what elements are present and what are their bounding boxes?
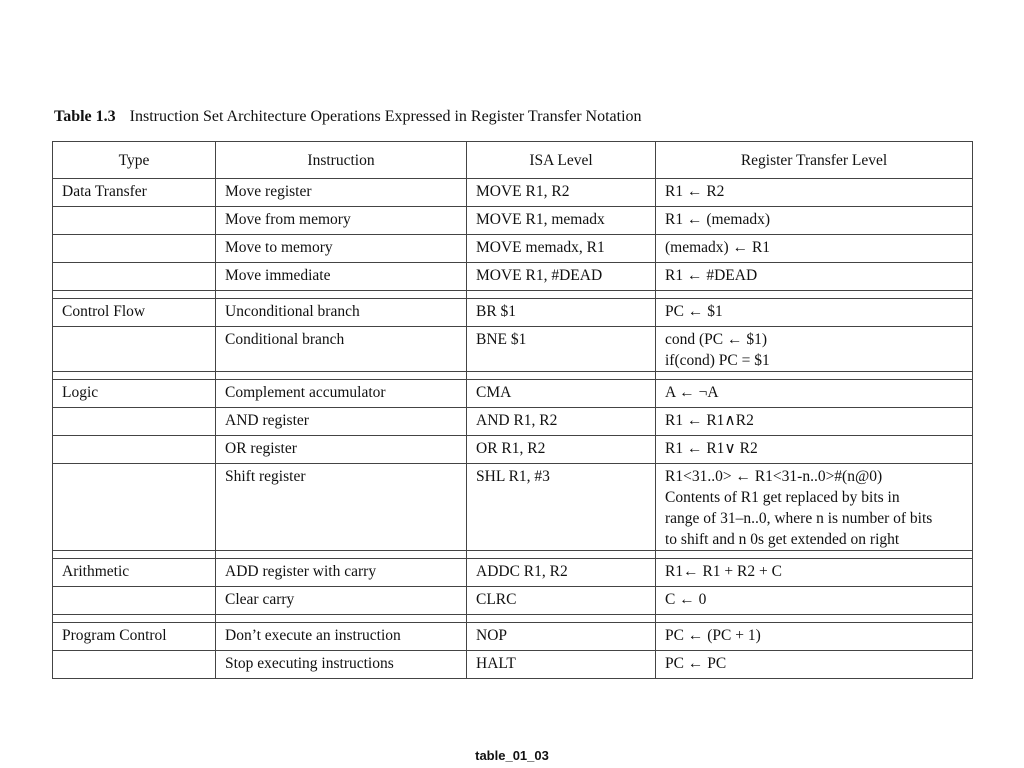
instruction-cell: Stop executing instructions <box>216 651 467 679</box>
table-row <box>53 408 973 436</box>
table-row <box>53 559 973 587</box>
type-cell <box>53 436 216 464</box>
instruction-cell: Move from memory <box>216 207 467 235</box>
rtl-line: R1 ← R1∨ R2 <box>665 440 758 457</box>
rtl-cell <box>656 651 973 679</box>
group-separator <box>53 291 973 299</box>
table-row <box>53 263 973 291</box>
table-row <box>53 587 973 615</box>
instruction-cell: OR register <box>216 436 467 464</box>
rtl-cell <box>656 587 973 615</box>
type-cell <box>53 587 216 615</box>
instruction-cell: ADD register with carry <box>216 559 467 587</box>
instruction-cell: Unconditional branch <box>216 299 467 327</box>
instruction-cell: Shift register <box>216 464 467 551</box>
slide-footer: table_01_03 <box>475 748 549 763</box>
rtl-line: R1← R1 + R2 + C <box>665 563 782 580</box>
rtl-line: cond (PC ← $1) <box>665 331 768 348</box>
separator-cell <box>53 291 216 299</box>
isa-level-cell: HALT <box>467 651 656 679</box>
separator-cell <box>656 372 973 380</box>
table-row <box>53 436 973 464</box>
rtl-line: R1 ← R1∧R2 <box>665 412 754 429</box>
table-row <box>53 380 973 408</box>
type-cell <box>53 235 216 263</box>
instruction-cell: Conditional branch <box>216 327 467 372</box>
type-cell: Control Flow <box>53 299 216 327</box>
rtl-cell <box>656 179 973 207</box>
rtl-cell <box>656 263 973 291</box>
separator-cell <box>216 551 467 559</box>
isa-level-cell: NOP <box>467 623 656 651</box>
rtl-line: (memadx) ← R1 <box>665 239 771 256</box>
separator-cell <box>656 615 973 623</box>
instruction-cell: Move register <box>216 179 467 207</box>
separator-cell <box>216 291 467 299</box>
isa-table <box>52 141 973 679</box>
rtl-line: range of 31–n..0, where n is number of bits <box>665 510 933 527</box>
type-cell <box>53 651 216 679</box>
instruction-cell: Move immediate <box>216 263 467 291</box>
separator-cell <box>467 291 656 299</box>
rtl-cell <box>656 436 973 464</box>
group-separator <box>53 615 973 623</box>
type-cell <box>53 263 216 291</box>
separator-cell <box>467 551 656 559</box>
isa-level-cell: CMA <box>467 380 656 408</box>
table-row <box>53 207 973 235</box>
separator-cell <box>656 291 973 299</box>
rtl-line: PC ← PC <box>665 655 727 672</box>
separator-cell <box>467 615 656 623</box>
separator-cell <box>53 372 216 380</box>
header-type: Type <box>53 142 216 179</box>
separator-cell <box>216 615 467 623</box>
rtl-line: R1 ← #DEAD <box>665 267 758 284</box>
type-cell: Logic <box>53 380 216 408</box>
type-cell: Data Transfer <box>53 179 216 207</box>
rtl-cell <box>656 623 973 651</box>
rtl-cell <box>656 207 973 235</box>
rtl-line: A ← ¬A <box>665 384 719 401</box>
table-row <box>53 235 973 263</box>
isa-level-cell: SHL R1, #3 <box>467 464 656 551</box>
table-row <box>53 464 973 551</box>
separator-cell <box>216 372 467 380</box>
rtl-line: PC ← (PC + 1) <box>665 627 761 644</box>
rtl-line: R1 ← (memadx) <box>665 211 771 228</box>
header-register-transfer-level: Register Transfer Level <box>656 142 973 179</box>
rtl-cell <box>656 559 973 587</box>
table-body <box>53 179 973 679</box>
header-instruction: Instruction <box>216 142 467 179</box>
rtl-cell <box>656 380 973 408</box>
isa-level-cell: CLRC <box>467 587 656 615</box>
instruction-cell: Don’t execute an instruction <box>216 623 467 651</box>
table-caption <box>54 108 642 126</box>
type-cell <box>53 408 216 436</box>
type-cell <box>53 207 216 235</box>
table-title: Instruction Set Architecture Operations Expressed in Register Transfer Notation <box>129 108 642 125</box>
isa-level-cell: MOVE R1, memadx <box>467 207 656 235</box>
isa-level-cell: MOVE R1, #DEAD <box>467 263 656 291</box>
rtl-line: Contents of R1 get replaced by bits in <box>665 489 900 506</box>
rtl-line: C ← 0 <box>665 591 707 608</box>
rtl-cell <box>656 327 973 372</box>
group-separator <box>53 372 973 380</box>
isa-level-cell: AND R1, R2 <box>467 408 656 436</box>
instruction-cell: AND register <box>216 408 467 436</box>
type-cell <box>53 464 216 551</box>
isa-level-cell: MOVE memadx, R1 <box>467 235 656 263</box>
isa-level-cell: MOVE R1, R2 <box>467 179 656 207</box>
rtl-cell <box>656 299 973 327</box>
header-isa-level: ISA Level <box>467 142 656 179</box>
rtl-cell <box>656 408 973 436</box>
separator-cell <box>656 551 973 559</box>
instruction-cell: Move to memory <box>216 235 467 263</box>
table-row <box>53 179 973 207</box>
isa-level-cell: OR R1, R2 <box>467 436 656 464</box>
rtl-line: to shift and n 0s get extended on right <box>665 531 900 548</box>
table-row <box>53 623 973 651</box>
table-row <box>53 299 973 327</box>
separator-cell <box>53 615 216 623</box>
instruction-cell: Complement accumulator <box>216 380 467 408</box>
isa-level-cell: BR $1 <box>467 299 656 327</box>
group-separator <box>53 551 973 559</box>
rtl-line: R1 ← R2 <box>665 183 725 200</box>
type-cell: Program Control <box>53 623 216 651</box>
table-number: Table 1.3 <box>54 108 116 125</box>
rtl-line: PC ← $1 <box>665 303 723 320</box>
instruction-cell: Clear carry <box>216 587 467 615</box>
rtl-cell <box>656 464 973 551</box>
rtl-line: if(cond) PC = $1 <box>665 352 770 369</box>
isa-level-cell: ADDC R1, R2 <box>467 559 656 587</box>
separator-cell <box>467 372 656 380</box>
rtl-line: R1<31..0> ← R1<31-n..0>#(n@0) <box>665 468 883 485</box>
table-row <box>53 327 973 372</box>
rtl-cell <box>656 235 973 263</box>
table-row <box>53 651 973 679</box>
separator-cell <box>53 551 216 559</box>
type-cell: Arithmetic <box>53 559 216 587</box>
type-cell <box>53 327 216 372</box>
header-row <box>53 142 973 179</box>
isa-level-cell: BNE $1 <box>467 327 656 372</box>
